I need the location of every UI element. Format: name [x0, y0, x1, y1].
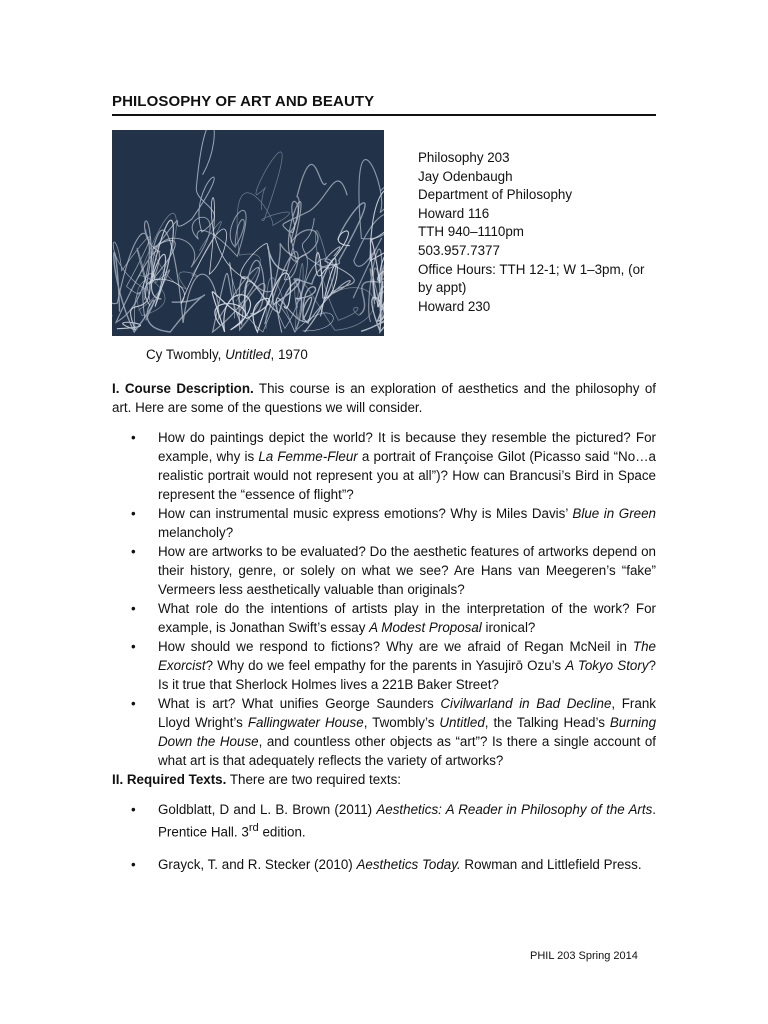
text-run: ? Why do we feel empathy for the parents in Yasujirō Ozu’s	[205, 658, 566, 673]
section2-heading: II. Required Texts.	[112, 772, 227, 787]
text-run: , the Talking Head’s	[484, 715, 610, 730]
office-location: Howard 116	[418, 205, 490, 221]
course-description	[112, 379, 656, 417]
text-run: , and countless other objects as “art”? Is there a single account of what art is that adequately reflects the variety of artworks?	[158, 734, 656, 768]
text-run: . Prentice Hall. 3	[158, 802, 657, 840]
question-list	[112, 428, 656, 770]
text-run: Rowman and Littlefield Press.	[460, 857, 642, 873]
text-run: How can instrumental music express emotions? Why is Miles Davis’	[158, 506, 573, 521]
text-run: How are artworks to be evaluated? Do the aesthetic features of artworks depend on their history, genre, or solely on what we see? Are Hans van Meegeren’s “fake” Vermeers less aesthetically valuable than originals?	[158, 544, 656, 597]
office-hours-line1: Office Hours: TTH 12-1; W 1–3pm, (or	[418, 261, 645, 277]
section2-text: There are two required texts:	[226, 772, 402, 787]
section1-heading: I. Course Description.	[112, 381, 254, 396]
instructor-name: Jay Odenbaugh	[418, 168, 513, 184]
office-hours-line2: by appt)	[418, 280, 467, 296]
caption-year: , 1970	[270, 347, 308, 362]
required-texts	[112, 770, 656, 789]
text-run: a portrait of Françoise Gilot (Picasso said “No…a realistic portrait would not represent you at all”)? How can Brancusi’s Bird in Space represent the “essence of flight”?	[158, 449, 656, 502]
scribble-artwork	[112, 130, 384, 336]
text-list	[112, 800, 656, 874]
text-run: ? Is it true that Sherlock Holmes lives a 221B Baker Street?	[158, 658, 656, 692]
course-number: Philosophy 203	[418, 150, 510, 165]
text-run: How should we respond to fictions? Why are we afraid of Regan McNeil in	[158, 639, 633, 654]
italic-title: A Tokyo Story	[565, 658, 649, 673]
page-footer: PHIL 203 Spring 2014	[530, 950, 638, 962]
italic-title: A Modest Proposal	[369, 620, 482, 635]
superscript: rd	[248, 822, 259, 834]
list-item	[112, 694, 656, 770]
list-item	[112, 504, 656, 542]
text-run: , Frank Lloyd Wright’s	[158, 696, 656, 730]
image-caption	[146, 347, 308, 362]
list-item	[112, 855, 656, 874]
italic-title: Untitled	[439, 715, 485, 730]
office-hours-room: Howard 230	[418, 298, 491, 314]
document-page	[112, 0, 656, 1024]
italic-title: Burning Down the House	[158, 715, 657, 749]
italic-title: The Exorcist	[158, 639, 656, 673]
text-run: How do paintings depict the world? It is because they resemble the pictured? For example, why is	[158, 430, 656, 464]
list-item	[112, 637, 656, 694]
class-time: TTH 940–1110pm	[418, 224, 524, 240]
text-run: Grayck, T. and R. Stecker (2010)	[158, 857, 357, 873]
text-run: What role do the intentions of artists play in the interpretation of the work? For example, is Jonathan Swift’s essay	[158, 601, 656, 635]
text-run: What is art? What unifies George Saunders	[158, 696, 441, 711]
list-item	[112, 599, 656, 637]
italic-title: Civilwarland in Bad Decline	[440, 696, 612, 711]
caption-artist: Cy Twombly,	[146, 347, 226, 362]
twombly-painting-image	[112, 130, 384, 336]
list-item	[112, 542, 656, 599]
italic-title: Aesthetics: A Reader in Philosophy of the Arts	[376, 802, 653, 817]
section1-text: This course is an exploration of aesthetics and the philosophy of art. Here are some of the questions we will consider.	[112, 381, 656, 415]
text-run: Goldblatt, D and L. B. Brown (2011)	[158, 802, 377, 817]
text-run: ironical?	[481, 620, 536, 635]
italic-title: Aesthetics Today.	[356, 857, 461, 873]
list-item	[112, 428, 656, 504]
italic-title: La Femme-Fleur	[258, 449, 358, 464]
syllabus-body	[112, 379, 656, 888]
list-item	[112, 800, 656, 841]
department: Department of Philosophy	[418, 187, 573, 203]
page-title: PHILOSOPHY OF ART AND BEAUTY	[112, 93, 656, 116]
caption-title: Untitled	[225, 347, 271, 362]
italic-title: Fallingwater House	[247, 715, 364, 730]
text-run: edition.	[258, 824, 306, 840]
text-run: , Twombly’s	[363, 715, 440, 730]
text-run: melancholy?	[158, 525, 234, 540]
course-info-block	[418, 149, 658, 316]
italic-title: Blue in Green	[572, 506, 657, 521]
phone-number: 503.957.7377	[418, 242, 500, 258]
